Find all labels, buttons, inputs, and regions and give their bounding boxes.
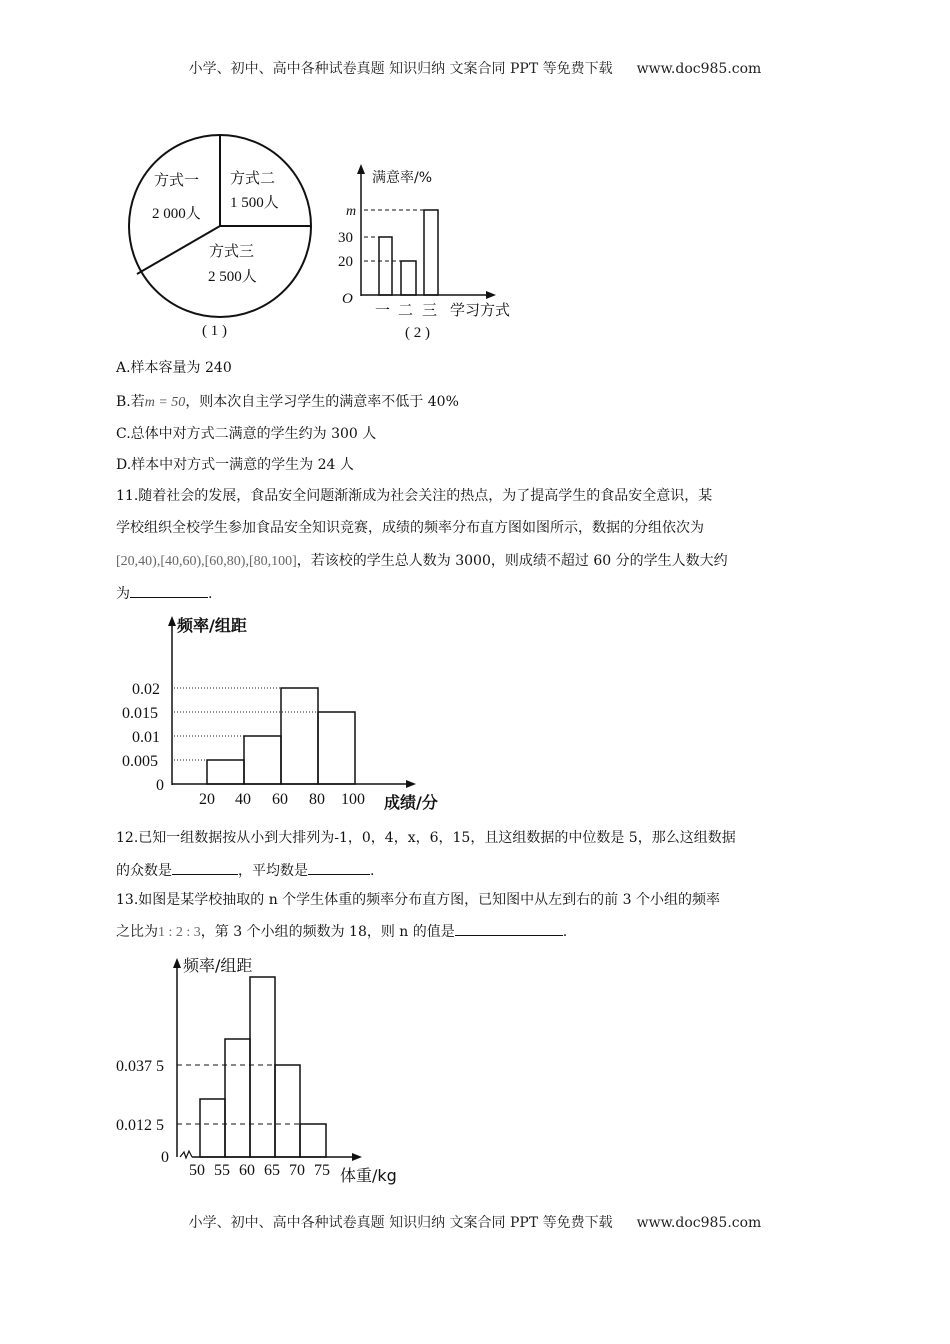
q13-ratio-prompt: 之比为 bbox=[116, 924, 158, 940]
hist1-xlabel: 成绩/分 bbox=[384, 793, 438, 812]
hist1-ytick-0.005: 0.005 bbox=[122, 753, 158, 770]
q11-line4-end: . bbox=[208, 586, 213, 602]
footer-url[interactable]: www.doc985.com bbox=[636, 1215, 762, 1231]
q12-mode-blank[interactable] bbox=[172, 860, 238, 875]
q12-line2-end: . bbox=[370, 863, 375, 879]
hist2-ytick-0: 0 bbox=[161, 1149, 169, 1166]
q13-line2-end: . bbox=[562, 924, 568, 940]
hist2-bar-70-75 bbox=[300, 1124, 326, 1157]
slice-2-name: 方式二 bbox=[230, 169, 276, 187]
q11-line3-suffix: ，若该校的学生总人数为 3000，则成绩不超过 60 分的学生人数大约 bbox=[296, 553, 728, 569]
hist2-xtick-50: 50 bbox=[189, 1162, 205, 1179]
hist1-bar-40-60 bbox=[244, 736, 281, 784]
bar-2 bbox=[401, 261, 416, 295]
q11-intervals: [20,40),[40,60),[60,80),[80,100] bbox=[116, 554, 297, 569]
footer-text: 小学、初中、高中各种试卷真题 知识归纳 文案合同 PPT 等免费下载 bbox=[188, 1215, 613, 1231]
q12-line2 bbox=[116, 860, 374, 881]
option-b-prefix: B.若 bbox=[116, 394, 145, 410]
hist1-ylabel: 频率/组距 bbox=[177, 616, 247, 635]
hist1-bar-20-40 bbox=[207, 760, 244, 784]
q12-line1: 12.已知一组数据按从小到大排列为-1，0，4，x，6，15，且这组数据的中位数是 5，那么这组数据 bbox=[116, 830, 736, 846]
hist2-bar-65-70 bbox=[275, 1065, 300, 1157]
hist2-xtick-65: 65 bbox=[264, 1162, 280, 1179]
page-footer bbox=[0, 1212, 950, 1232]
hist2-xtick-60: 60 bbox=[239, 1162, 255, 1179]
slice-3-name: 方式三 bbox=[209, 242, 255, 260]
ytick-m: m bbox=[346, 204, 357, 219]
hist2-bar-55-60 bbox=[225, 1039, 250, 1157]
q11-line4 bbox=[116, 583, 212, 604]
q11-line4-text: 为 bbox=[116, 586, 130, 602]
q11-answer-blank[interactable] bbox=[130, 583, 208, 598]
q12-mean-prompt: ，平均数是 bbox=[238, 863, 308, 879]
q11-line3 bbox=[116, 551, 728, 572]
hist1-xtick-80: 80 bbox=[309, 791, 325, 808]
cat-1: 一 bbox=[375, 301, 391, 319]
q11-line1: 11.随着社会的发展，食品安全问题渐渐成为社会关注的热点，为了提高学生的食品安全意识，某 bbox=[116, 488, 713, 504]
option-b-math: m = 50 bbox=[144, 395, 186, 410]
ytick-30: 30 bbox=[338, 230, 353, 246]
hist1-ytick-0.02: 0.02 bbox=[132, 681, 160, 698]
cat-3: 三 bbox=[422, 301, 438, 319]
y-axis-label: 满意率/% bbox=[372, 170, 433, 186]
hist1-xtick-40: 40 bbox=[235, 791, 251, 808]
q13-answer-blank[interactable] bbox=[455, 921, 563, 936]
hist1-ytick-0.01: 0.01 bbox=[132, 729, 160, 746]
hist2-ytick-0.0375: 0.037 5 bbox=[116, 1058, 164, 1075]
q13-ratio: 1 : 2 : 3 bbox=[158, 925, 201, 940]
slice-3-count: 2 500人 bbox=[208, 269, 257, 285]
q13-line2 bbox=[116, 921, 567, 943]
x-axis-label: 学习方式 bbox=[450, 301, 511, 319]
figure1-caption: ( 1 ) bbox=[202, 323, 227, 339]
page-header bbox=[0, 58, 950, 78]
hist1-xtick-20: 20 bbox=[199, 791, 215, 808]
hist2-ylabel: 频率/组距 bbox=[183, 956, 253, 975]
option-b bbox=[116, 392, 459, 413]
hist2-xtick-55: 55 bbox=[214, 1162, 230, 1179]
hist1-xtick-100: 100 bbox=[341, 791, 365, 808]
origin-label: O bbox=[342, 291, 353, 307]
weight-histogram bbox=[110, 945, 420, 1190]
hist2-xlabel: 体重/kg bbox=[340, 1166, 397, 1185]
hist2-bar-50-55 bbox=[200, 1099, 225, 1157]
ytick-20: 20 bbox=[338, 254, 353, 270]
figure2-caption: ( 2 ) bbox=[405, 325, 430, 341]
option-b-suffix: ，则本次自主学习学生的满意率不低于 40% bbox=[185, 394, 459, 410]
q12-mode-prompt: 的众数是 bbox=[116, 863, 172, 879]
bar-1 bbox=[379, 237, 392, 295]
header-text: 小学、初中、高中各种试卷真题 知识归纳 文案合同 PPT 等免费下载 bbox=[188, 61, 613, 77]
hist2-xtick-70: 70 bbox=[289, 1162, 305, 1179]
hist1-xtick-60: 60 bbox=[272, 791, 288, 808]
option-c: C.总体中对方式二满意的学生约为 300 人 bbox=[116, 426, 377, 442]
score-histogram bbox=[110, 605, 460, 815]
hist2-xtick-75: 75 bbox=[314, 1162, 330, 1179]
hist1-bar-80-100 bbox=[318, 712, 355, 784]
q13-line1: 13.如图是某学校抽取的 n 个学生体重的频率分布直方图，已知图中从左到右的前 3 个小组的频率 bbox=[116, 892, 720, 908]
slice-1-name: 方式一 bbox=[154, 171, 200, 189]
pie-chart bbox=[110, 125, 340, 350]
hist1-bar-60-80 bbox=[281, 688, 318, 784]
satisfaction-bar-chart bbox=[330, 160, 530, 350]
slice-1-count: 2 000人 bbox=[152, 206, 201, 222]
slice-2-count: 1 500人 bbox=[230, 195, 279, 211]
hist1-ytick-0: 0 bbox=[156, 777, 164, 794]
header-url[interactable]: www.doc985.com bbox=[636, 61, 762, 77]
q12-mean-blank[interactable] bbox=[308, 860, 370, 875]
hist2-bar-60-65 bbox=[250, 977, 275, 1157]
q13-line2-text: ，第 3 个小组的频数为 18，则 n 的值是 bbox=[200, 924, 455, 940]
option-d: D.样本中对方式一满意的学生为 24 人 bbox=[116, 457, 354, 473]
hist1-ytick-0.015: 0.015 bbox=[122, 705, 158, 722]
bar-3 bbox=[424, 210, 438, 295]
option-a: A.样本容量为 240 bbox=[116, 360, 232, 376]
hist2-ytick-0.0125: 0.012 5 bbox=[116, 1117, 164, 1134]
q11-line2: 学校组织全校学生参加食品安全知识竞赛，成绩的频率分布直方图如图所示，数据的分组依次为 bbox=[116, 520, 704, 536]
cat-2: 二 bbox=[398, 301, 414, 319]
